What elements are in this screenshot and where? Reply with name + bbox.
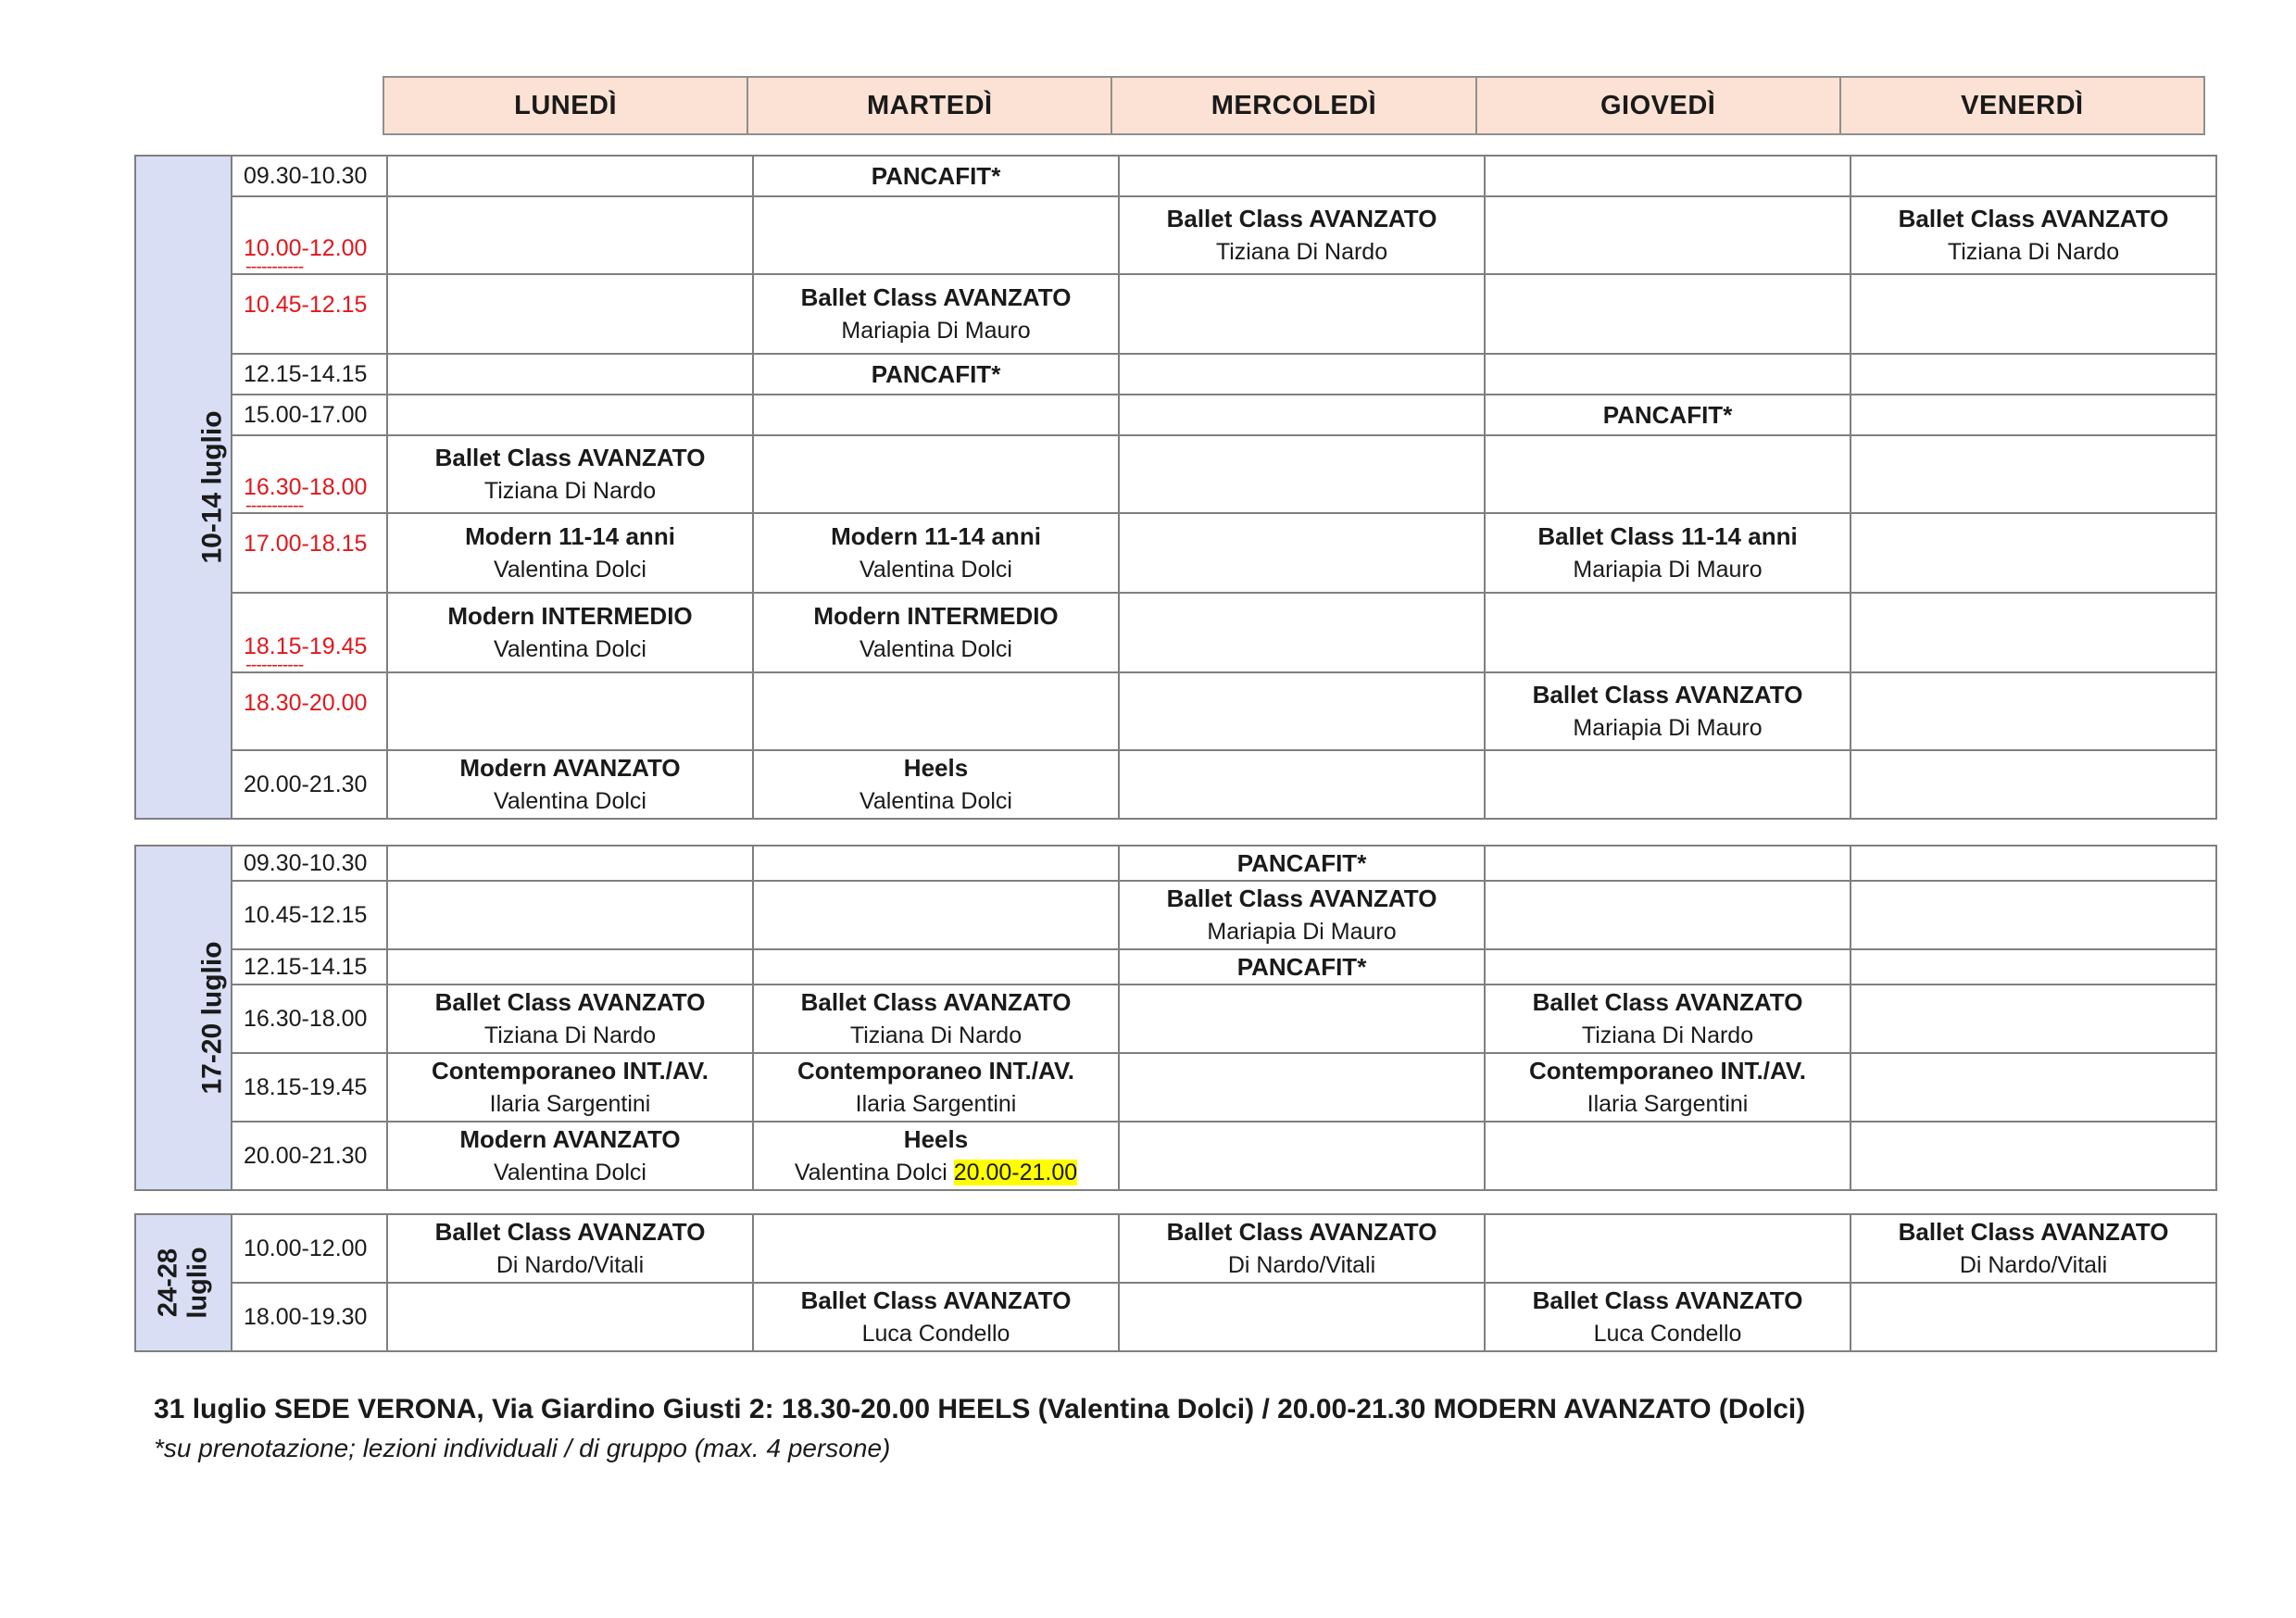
class-cell: Ballet Class AVANZATO Mariapia Di Mauro	[1485, 672, 1851, 750]
time-cell: 09.30-10.30	[232, 156, 387, 196]
class-cell: Ballet Class AVANZATO Tiziana Di Nardo	[753, 985, 1119, 1053]
class-cell: PANCAFIT*	[1485, 395, 1851, 435]
time-cell: 12.15-14.15	[232, 354, 387, 395]
day-tuesday: MARTEDÌ	[747, 77, 1111, 134]
class-cell: Ballet Class AVANZATO Tiziana Di Nardo	[387, 435, 753, 513]
time-cell: 18.15-19.45	[232, 1053, 387, 1122]
table-row	[135, 274, 2216, 354]
class-cell: Ballet Class AVANZATO Di Nardo/Vitali	[1851, 1214, 2216, 1283]
class-cell: Ballet Class AVANZATO Di Nardo/Vitali	[387, 1214, 753, 1283]
table-row	[135, 196, 2216, 274]
class-cell: Contemporaneo INT./AV. Ilaria Sargentini	[387, 1053, 753, 1122]
day-wednesday: MERCOLEDÌ	[1111, 77, 1475, 134]
booking-footnote: *su prenotazione; lezioni individuali / di gruppo (max. 4 persone)	[154, 1434, 891, 1462]
day-thursday: GIOVEDÌ	[1476, 77, 1840, 134]
class-cell: Ballet Class AVANZATO Luca Condello	[1485, 1283, 1851, 1351]
table-row	[135, 846, 2216, 881]
time-cell: 10.00-12.00	[232, 1214, 387, 1283]
time-cell: 20.00-21.30	[232, 1122, 387, 1190]
table-row	[135, 672, 2216, 750]
class-cell: Heels Valentina Dolci 20.00-21.00	[753, 1122, 1119, 1190]
class-cell: Ballet Class AVANZATO Tiziana Di Nardo	[1485, 985, 1851, 1053]
time-cell: 20.00-21.30	[232, 750, 387, 819]
time-cell: 10.45-12.15	[232, 274, 387, 354]
class-cell: Ballet Class AVANZATO Luca Condello	[753, 1283, 1119, 1351]
class-cell: Contemporaneo INT./AV. Ilaria Sargentini	[1485, 1053, 1851, 1122]
table-row	[135, 156, 2216, 196]
week3-label-cell	[135, 1214, 232, 1351]
time-cell: 18.00-19.30	[232, 1283, 387, 1351]
class-cell: Ballet Class AVANZATO Tiziana Di Nardo	[1119, 196, 1485, 274]
verona-note: 31 luglio SEDE VERONA, Via Giardino Giusti 2: 18.30-20.00 HEELS (Valentina Dolci) / 20.00-21.30 MODERN AVANZATO (Dolci)	[154, 1394, 1806, 1424]
week1-label-cell	[135, 156, 232, 819]
days-header	[383, 76, 2205, 135]
time-cell: 18.30-20.00	[232, 672, 387, 750]
class-cell: PANCAFIT*	[753, 354, 1119, 395]
table-row	[135, 435, 2216, 513]
table-row	[135, 985, 2216, 1053]
class-cell: Ballet Class AVANZATO Tiziana Di Nardo	[1851, 196, 2216, 274]
class-cell: PANCAFIT*	[753, 156, 1119, 196]
table-row	[135, 1283, 2216, 1351]
table-row	[135, 750, 2216, 819]
table-row	[135, 881, 2216, 949]
time-cell: 18.15-19.45 -----------	[232, 593, 387, 672]
week2-label: 17-20 luglio	[196, 941, 228, 1095]
time-cell: 16.30-18.00	[232, 985, 387, 1053]
class-cell: Ballet Class AVANZATO Mariapia Di Mauro	[753, 274, 1119, 354]
class-cell: Modern 11-14 anni Valentina Dolci	[753, 513, 1119, 593]
time-cell: 09.30-10.30	[232, 846, 387, 881]
table-row	[135, 593, 2216, 672]
day-friday: VENERDÌ	[1840, 77, 2204, 134]
table-row	[135, 1214, 2216, 1283]
week1-label: 10-14 luglio	[196, 410, 228, 564]
time-cell: 17.00-18.15	[232, 513, 387, 593]
class-cell: Heels Valentina Dolci	[753, 750, 1119, 819]
class-cell: PANCAFIT*	[1119, 949, 1485, 985]
highlighted-time: 20.00-21.00	[953, 1160, 1078, 1185]
class-cell: Ballet Class AVANZATO Tiziana Di Nardo	[387, 985, 753, 1053]
table-row	[135, 395, 2216, 435]
class-cell: Contemporaneo INT./AV. Ilaria Sargentini	[753, 1053, 1119, 1122]
class-cell: Modern 11-14 anni Valentina Dolci	[387, 513, 753, 593]
week2-table	[134, 845, 2217, 1191]
week2-label-cell	[135, 846, 232, 1190]
class-cell: Ballet Class 11-14 anni Mariapia Di Mauro	[1485, 513, 1851, 593]
class-cell: PANCAFIT*	[1119, 846, 1485, 881]
class-cell: Modern AVANZATO Valentina Dolci	[387, 1122, 753, 1190]
class-cell: Modern INTERMEDIO Valentina Dolci	[387, 593, 753, 672]
week3-label: 24-28 luglio	[153, 1247, 213, 1319]
table-row	[135, 949, 2216, 985]
week3-table	[134, 1213, 2217, 1352]
week1-table	[134, 155, 2217, 820]
class-cell: Modern INTERMEDIO Valentina Dolci	[753, 593, 1119, 672]
class-cell: Ballet Class AVANZATO Mariapia Di Mauro	[1119, 881, 1485, 949]
table-row	[135, 1122, 2216, 1190]
time-cell: 12.15-14.15	[232, 949, 387, 985]
class-cell: Ballet Class AVANZATO Di Nardo/Vitali	[1119, 1214, 1485, 1283]
table-row	[135, 513, 2216, 593]
class-cell: Modern AVANZATO Valentina Dolci	[387, 750, 753, 819]
time-cell: 10.00-12.00 -----------	[232, 196, 387, 274]
time-cell: 10.45-12.15	[232, 881, 387, 949]
time-cell: 16.30-18.00 -----------	[232, 435, 387, 513]
table-row	[135, 1053, 2216, 1122]
time-cell: 15.00-17.00	[232, 395, 387, 435]
table-row	[135, 354, 2216, 395]
day-monday: LUNEDÌ	[383, 77, 747, 134]
